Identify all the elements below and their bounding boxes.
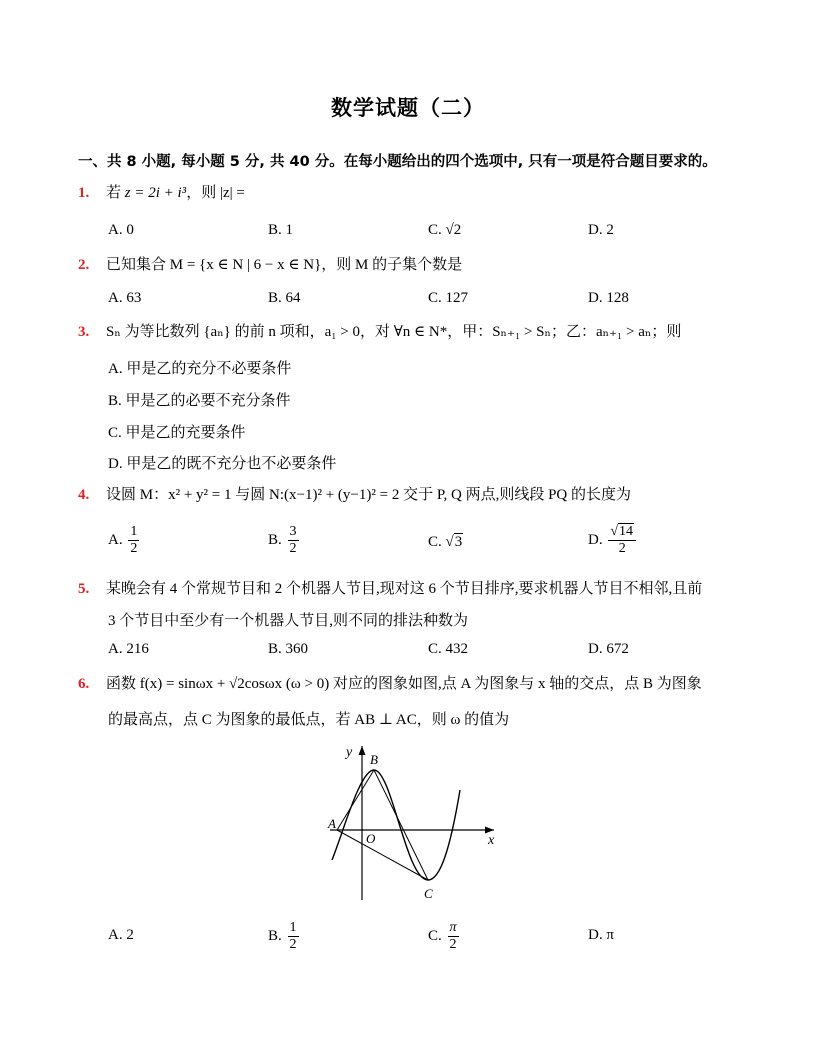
option-d[interactable]: D. 128 <box>588 290 629 306</box>
option-a[interactable]: A. 216 <box>108 641 149 657</box>
question-text: Sₙ 为等比数列 {aₙ} 的前 n 项和，a₁ > 0，对 ∀n ∈ N*，甲：Sₙ₊₁ > Sₙ；乙：aₙ₊₁ > aₙ；则 <box>106 324 682 340</box>
option-a[interactable]: A. 2 <box>108 927 134 943</box>
section-heading: 一、共 8 小题, 每小题 5 分, 共 40 分。在每小题给出的四个选项中, 只有一项是符合题目要求的。 <box>78 154 717 170</box>
question-text-cont: 3 个节目中至少有一个机器人节目,则不同的排法种数为 <box>108 613 469 629</box>
origin-label: O <box>366 831 376 846</box>
function-graph <box>322 740 502 905</box>
question-text: 若 z = 2i + i³，则 |z| = <box>106 185 245 201</box>
option-c[interactable]: C. √3 <box>428 534 463 550</box>
option-a[interactable]: A. $\frac{1}{2}$ <box>108 524 138 556</box>
question-number: 4. <box>78 487 90 503</box>
question-text: 某晚会有 4 个常规节目和 2 个机器人节目,现对这 6 个节目排序,要求机器人节目不相邻,且前 <box>106 581 703 597</box>
y-axis-arrow <box>359 746 366 755</box>
page-title: 数学试题（二） <box>331 96 485 120</box>
segment-ab <box>337 770 374 830</box>
point-c-label: C <box>424 886 433 901</box>
point-b-label: B <box>370 752 378 767</box>
option-d[interactable]: D. $\frac{√14}{2}$ <box>588 524 638 557</box>
option-c[interactable]: C. 甲是乙的充要条件 <box>108 425 246 441</box>
x-axis-label: x <box>488 833 495 848</box>
question-text-cont: 的最高点，点 C 为图象的最低点，若 AB ⊥ AC，则 ω 的值为 <box>108 712 510 728</box>
segment-ac <box>337 830 428 880</box>
option-a[interactable]: A. 0 <box>108 222 134 238</box>
option-b[interactable]: B. 64 <box>268 290 301 306</box>
question-text: 已知集合 M = {x ∈ N | 6 − x ∈ N}，则 M 的子集个数是 <box>106 257 463 273</box>
option-c[interactable]: C. 127 <box>428 290 469 306</box>
question-number: 5. <box>78 581 90 597</box>
option-c[interactable]: C. 432 <box>428 641 469 657</box>
option-b[interactable]: B. 1 <box>268 222 294 238</box>
option-a[interactable]: A. 63 <box>108 290 142 306</box>
options-row <box>108 524 748 564</box>
question-number: 3. <box>78 324 90 340</box>
sine-curve <box>332 770 460 880</box>
option-b[interactable]: B. $\frac{3}{2}$ <box>268 524 297 556</box>
question-number: 6. <box>78 676 90 692</box>
option-d[interactable]: D. 672 <box>588 641 629 657</box>
question-number: 1. <box>78 185 90 201</box>
y-axis-label: y <box>346 745 353 760</box>
option-c[interactable]: C. $\frac{\pi}{2}$ <box>428 920 457 952</box>
option-d[interactable]: D. 甲是乙的既不充分也不必要条件 <box>108 456 337 472</box>
option-b[interactable]: B. 甲是乙的必要不充分条件 <box>108 393 291 409</box>
question-text: 函数 f(x) = sinωx + √2cosωx (ω > 0) 对应的图象如图,点 A 为图象与 x 轴的交点，点 B 为图象 <box>106 676 702 692</box>
question-text: 设圆 M：x² + y² = 1 与圆 N:(x−1)² + (y−1)² = 2 交于 P, Q 两点,则线段 PQ 的长度为 <box>106 487 632 503</box>
option-a[interactable]: A. 甲是乙的充分不必要条件 <box>108 361 292 377</box>
options-row <box>108 920 748 960</box>
question-number: 2. <box>78 257 90 273</box>
point-a-label: A <box>328 816 336 831</box>
option-d[interactable]: D. 2 <box>588 222 614 238</box>
option-c[interactable]: C. √2 <box>428 222 462 238</box>
option-b[interactable]: B. 360 <box>268 641 309 657</box>
segment-bc <box>374 770 428 880</box>
option-b[interactable]: B. $\frac{1}{2}$ <box>268 920 297 952</box>
option-d[interactable]: D. π <box>588 927 614 943</box>
